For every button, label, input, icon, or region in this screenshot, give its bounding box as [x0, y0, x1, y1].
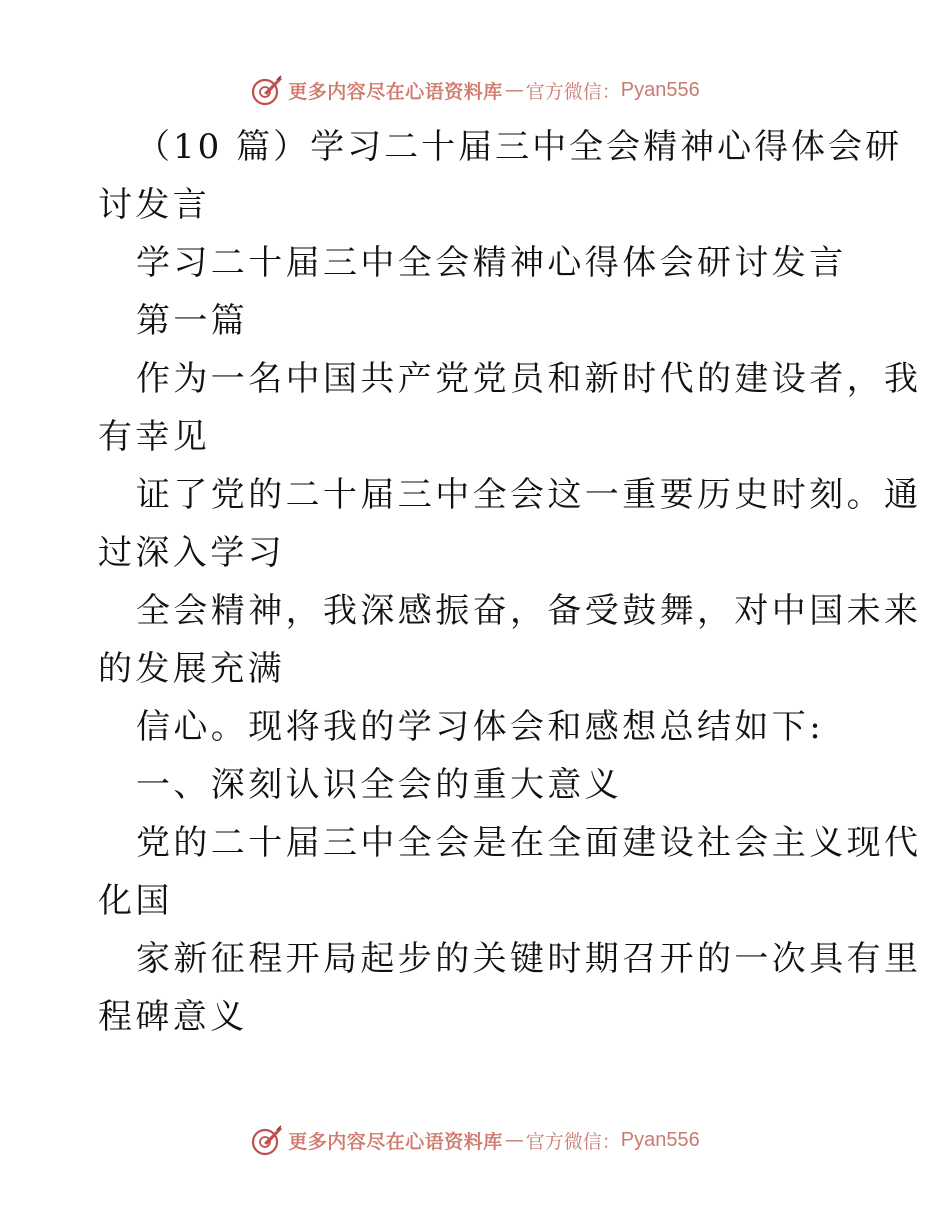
paragraph-line: 的发展充满 [98, 649, 285, 689]
paragraph-line: 证了党的二十届三中全会这一重要历史时刻。通 [136, 475, 922, 515]
header-watermark [0, 70, 950, 110]
watermark-wechat-label: 官方微信： [525, 80, 621, 103]
footer-watermark [0, 1120, 950, 1160]
watermark-separator: — [504, 1129, 524, 1151]
watermark-separator: — [504, 79, 524, 101]
subsection-heading: 一、深刻认识全会的重大意义 [136, 765, 623, 805]
document-title-line-2: 讨发言 [98, 185, 211, 225]
watermark-wechat-label: 官方微信： [525, 1130, 621, 1153]
paragraph-line: 全会精神，我深感振奋，备受鼓舞，对中国未来 [136, 591, 922, 631]
paragraph-line: 信心。现将我的学习体会和感想总结如下: [136, 707, 825, 747]
document-title-line-1: （10 篇）学习二十届三中全会精神心得体会研 [136, 127, 903, 167]
quill-pen-logo-icon [250, 1123, 284, 1157]
document-body [98, 118, 922, 1046]
paragraph-line: 过深入学习 [98, 533, 285, 573]
watermark-wechat-id: Pyan556 [620, 78, 700, 101]
paragraph-line: 家新征程开局起步的关键时期召开的一次具有里 [136, 939, 922, 979]
paragraph-line: 作为一名中国共产党党员和新时代的建设者，我 [136, 359, 922, 399]
section-heading: 第一篇 [136, 301, 249, 341]
watermark-text: 更多内容尽在心语资料库 [288, 1130, 503, 1153]
document-subtitle: 学习二十届三中全会精神心得体会研讨发言 [136, 243, 847, 283]
paragraph-line: 有幸见 [98, 417, 211, 457]
watermark-text: 更多内容尽在心语资料库 [288, 80, 503, 103]
paragraph-line: 党的二十届三中全会是在全面建设社会主义现代 [136, 823, 922, 863]
watermark-wechat-id: Pyan556 [620, 1128, 700, 1151]
paragraph-line: 化国 [98, 881, 173, 921]
quill-pen-logo-icon [250, 73, 284, 107]
paragraph-line: 程碑意义 [98, 997, 248, 1037]
